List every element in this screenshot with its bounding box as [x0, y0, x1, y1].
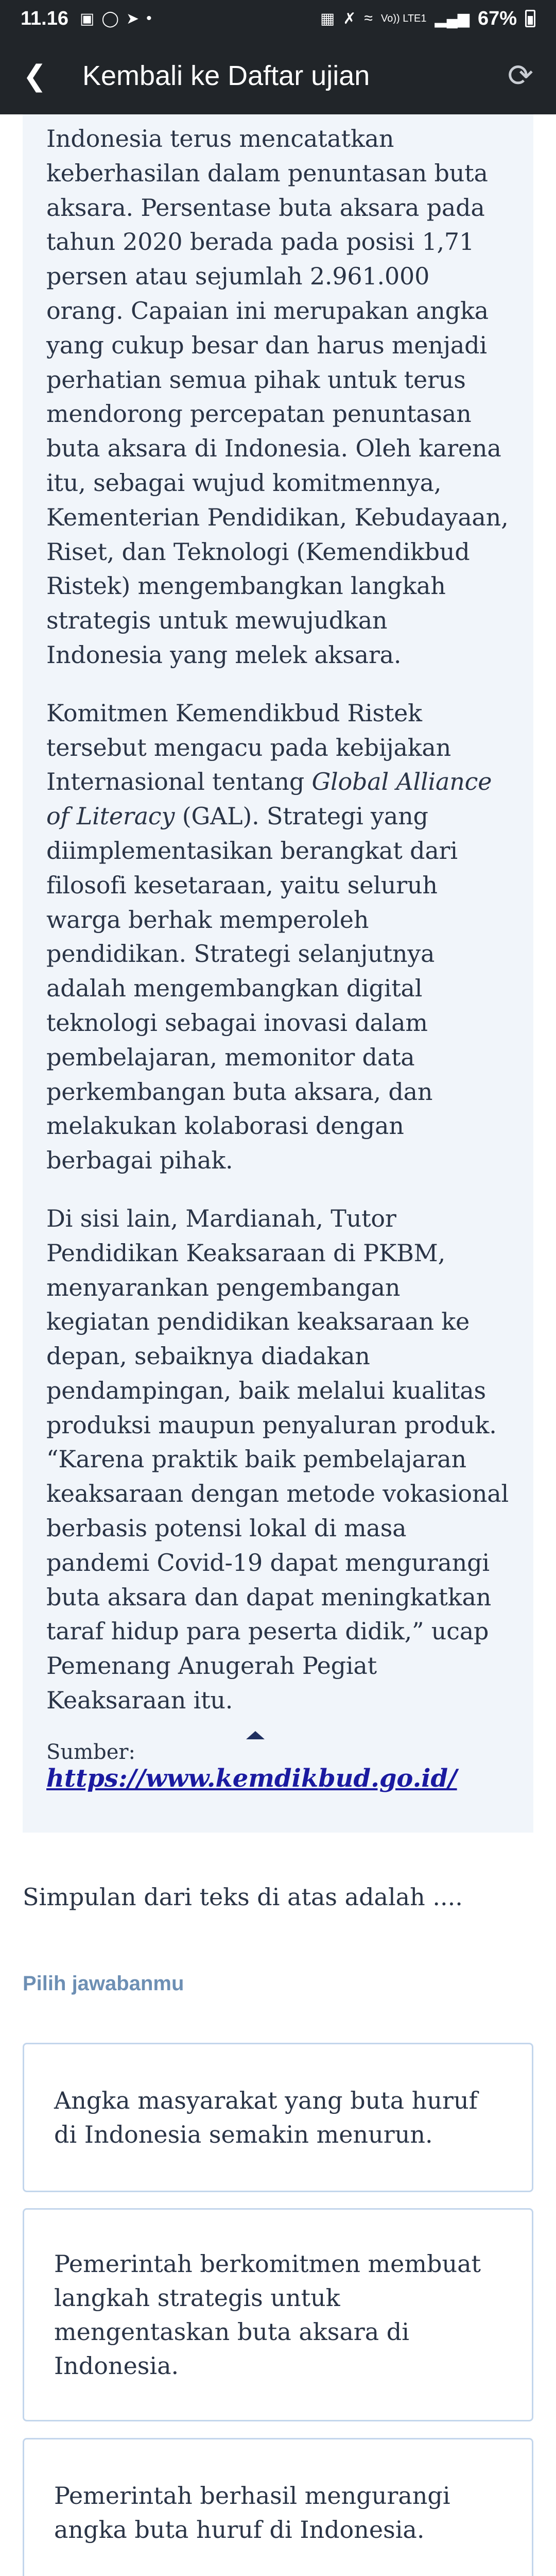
gal-term: Global Alliance of Literacy — [46, 768, 492, 831]
question-text: Simpulan dari teks di atas adalah .... — [23, 1883, 463, 1911]
telegram-icon: ➤ — [126, 10, 140, 27]
back-to-exam-list[interactable]: Kembali ke Daftar ujian — [82, 60, 370, 91]
volte-icon: Vo)) LTE1 — [380, 12, 427, 24]
instagram-icon: ◯ — [101, 10, 119, 27]
passage-paragraph-2-text-end: (GAL). Strategi yang diimplementasikan berangkat dari filosofi kesetaraan, yaitu seluruh warga berhak memperoleh pendidikan. Strategi selanjutnya adalah mengembangkan digital teknologi sebagai inovasi dalam pembelajaran, memonitor data perkembangan buta aksara, dan melakukan kolaborasi dengan berbagai pihak. — [46, 802, 458, 1175]
reading-passage — [23, 114, 533, 1833]
status-bar — [0, 0, 556, 37]
arrow-back-icon[interactable]: ❮ — [23, 59, 47, 93]
app-bar — [0, 37, 556, 114]
answer-option-3[interactable]: Pemerintah berhasil mengurangi angka buta huruf di Indonesia. — [23, 2438, 533, 2576]
source-link[interactable]: https://www.kemdikbud.go.id/ — [46, 1764, 457, 1793]
passage-paragraph-2-text: Komitmen Kemendikbud Ristek tersebut mengacu pada kebijakan Internasional tentang — [46, 699, 451, 796]
choose-answer-label: Pilih jawabanmu — [23, 1972, 184, 1995]
dot-icon: • — [146, 10, 152, 27]
answer-option-2[interactable]: Pemerintah berkomitmen membuat langkah strategis untuk mengentaskan buta aksara di Indonesia. — [23, 2208, 533, 2421]
answer-option-1[interactable]: Angka masyarakat yang buta huruf di Indonesia semakin menurun. — [23, 2043, 533, 2192]
mute-icon: ✗ — [343, 10, 356, 27]
notification-icons — [80, 10, 152, 28]
passage-paragraph-2 — [46, 696, 510, 1178]
vibrate-icon: ▦ — [320, 10, 335, 27]
passage-source — [46, 1740, 510, 1793]
status-time: 11.16 — [21, 7, 68, 29]
source-label: Sumber: — [46, 1740, 135, 1764]
refresh-icon[interactable]: ⟳ — [507, 58, 533, 94]
passage-paragraph-3: Di sisi lain, Mardianah, Tutor Pendidikan Keaksaraan di PKBM, menyarankan pengembangan kegiatan pendidikan keaksaraan ke depan, sebaiknya diadakan pendampingan, baik melalui kualitas produksi maupun penyaluran produk. “Karena praktik baik pembelajaran keaksaraan dengan metode vokasional berbasis potensi lokal di masa pandemi Covid-19 dapat mengurangi buta aksara dan dapat meningkatkan taraf hidup para peserta didik,” ucap Pemenang Anugerah Pegiat Keaksaraan itu. — [46, 1204, 509, 1715]
battery-percent: 67% — [477, 7, 517, 29]
battery-icon — [525, 10, 535, 27]
system-icons — [320, 8, 535, 30]
signal-icon: ▂▄▆ — [435, 10, 470, 27]
passage-paragraph-1: Indonesia terus mencatatkan keberhasilan dalam penuntasan buta aksara. Persentase buta aksara pada tahun 2020 berada pada posisi 1,71 persen atau sejumlah 2.961.000 orang. Capaian ini merupakan angka yang cukup besar dan harus menjadi perhatian semua pihak untuk terus mendorong percepatan penuntasan buta aksara di Indonesia. Oleh karena itu, sebagai wujud komitmennya, Kementerian Pendidikan, Kebudayaan, Riset, dan Teknologi (Kemendikbud Ristek) mengembangkan langkah strategis untuk mewujudkan Indonesia yang melek aksara. — [46, 125, 509, 669]
gallery-icon: ▣ — [80, 10, 95, 27]
collapse-chevron-icon[interactable] — [246, 1731, 265, 1739]
wifi-icon: ≈ — [364, 10, 373, 27]
